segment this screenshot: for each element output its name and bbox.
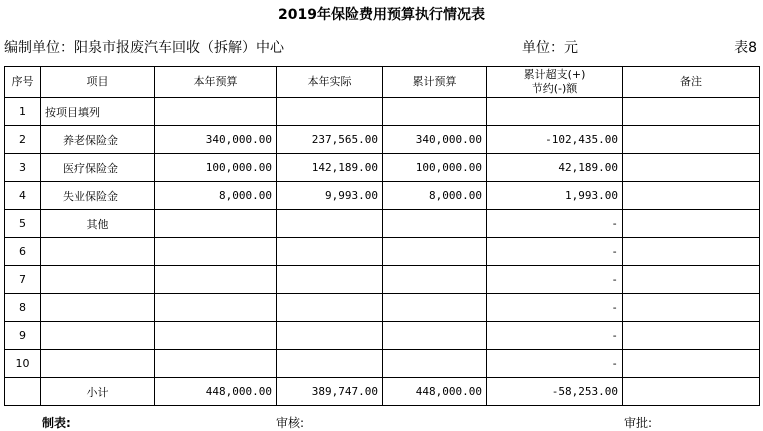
col-header-diff-line1: 累计超支(+)	[523, 68, 586, 81]
col-header-diff-line2: 节约(-)额	[531, 82, 578, 95]
row-actual	[277, 266, 383, 294]
row-remark	[623, 266, 760, 294]
row-item	[41, 294, 155, 322]
subtotal-cum-budget: 448,000.00	[383, 378, 487, 406]
row-budget	[155, 210, 277, 238]
row-budget	[155, 98, 277, 126]
row-no: 3	[5, 154, 41, 182]
row-budget: 8,000.00	[155, 182, 277, 210]
row-cum-budget	[383, 238, 487, 266]
row-remark	[623, 322, 760, 350]
currency-unit: 单位：元	[522, 40, 578, 56]
row-no: 2	[5, 126, 41, 154]
row-no: 6	[5, 238, 41, 266]
row-actual: 142,189.00	[277, 154, 383, 182]
row-remark	[623, 238, 760, 266]
row-cum-budget	[383, 266, 487, 294]
row-diff: -	[487, 350, 623, 378]
row-budget	[155, 266, 277, 294]
row-item: 失业保险金	[41, 182, 155, 210]
table-row	[5, 154, 760, 182]
row-remark	[623, 350, 760, 378]
table-row	[5, 98, 760, 126]
row-actual	[277, 322, 383, 350]
row-diff: -	[487, 294, 623, 322]
row-cum-budget	[383, 350, 487, 378]
form-number: 表8	[734, 40, 757, 56]
table-row	[5, 126, 760, 154]
row-remark	[623, 98, 760, 126]
col-header-actual: 本年实际	[277, 67, 383, 98]
row-cum-budget: 8,000.00	[383, 182, 487, 210]
row-item: 按项目填列	[41, 98, 155, 126]
row-actual: 237,565.00	[277, 126, 383, 154]
row-actual	[277, 238, 383, 266]
table-row	[5, 350, 760, 378]
table-row	[5, 294, 760, 322]
row-diff: -	[487, 210, 623, 238]
col-header-budget: 本年预算	[155, 67, 277, 98]
table-row	[5, 322, 760, 350]
subtotal-actual: 389,747.00	[277, 378, 383, 406]
row-diff	[487, 98, 623, 126]
table-header-row	[5, 67, 760, 98]
row-item	[41, 322, 155, 350]
subtotal-label: 小计	[41, 378, 155, 406]
budget-table	[4, 66, 760, 406]
row-diff: -	[487, 238, 623, 266]
table-row	[5, 210, 760, 238]
row-cum-budget: 100,000.00	[383, 154, 487, 182]
row-diff: 1,993.00	[487, 182, 623, 210]
subtotal-remark	[623, 378, 760, 406]
row-cum-budget: 340,000.00	[383, 126, 487, 154]
footer-maker: 制表:	[42, 416, 71, 430]
footer-check: 审核:	[276, 416, 305, 430]
subtotal-diff: -58,253.00	[487, 378, 623, 406]
row-no: 8	[5, 294, 41, 322]
row-remark	[623, 294, 760, 322]
row-actual	[277, 350, 383, 378]
row-actual	[277, 210, 383, 238]
row-no: 4	[5, 182, 41, 210]
row-cum-budget	[383, 98, 487, 126]
subtotal-no	[5, 378, 41, 406]
row-remark	[623, 154, 760, 182]
row-remark	[623, 182, 760, 210]
table-row	[5, 266, 760, 294]
row-item	[41, 238, 155, 266]
row-diff: -102,435.00	[487, 126, 623, 154]
col-header-item: 项目	[41, 67, 155, 98]
row-no: 5	[5, 210, 41, 238]
row-no: 7	[5, 266, 41, 294]
col-header-no: 序号	[5, 67, 41, 98]
row-budget	[155, 238, 277, 266]
row-diff: -	[487, 266, 623, 294]
row-budget: 100,000.00	[155, 154, 277, 182]
row-no: 10	[5, 350, 41, 378]
row-diff: 42,189.00	[487, 154, 623, 182]
row-remark	[623, 210, 760, 238]
footer-approve: 审批:	[624, 416, 653, 430]
report-title: 2019年保险费用预算执行情况表	[278, 7, 485, 23]
table-row	[5, 238, 760, 266]
subtotal-row	[5, 378, 760, 406]
row-item	[41, 350, 155, 378]
row-cum-budget	[383, 210, 487, 238]
row-no: 1	[5, 98, 41, 126]
row-actual	[277, 98, 383, 126]
row-budget	[155, 294, 277, 322]
row-no: 9	[5, 322, 41, 350]
row-actual: 9,993.00	[277, 182, 383, 210]
row-budget	[155, 350, 277, 378]
row-item	[41, 266, 155, 294]
row-item: 养老保险金	[41, 126, 155, 154]
row-cum-budget	[383, 294, 487, 322]
row-cum-budget	[383, 322, 487, 350]
table-row	[5, 182, 760, 210]
col-header-cum-budget: 累计预算	[383, 67, 487, 98]
row-item: 医疗保险金	[41, 154, 155, 182]
row-budget: 340,000.00	[155, 126, 277, 154]
row-actual	[277, 294, 383, 322]
col-header-remark: 备注	[623, 67, 760, 98]
col-header-diff	[487, 67, 623, 98]
row-budget	[155, 322, 277, 350]
row-diff: -	[487, 322, 623, 350]
row-item: 其他	[41, 210, 155, 238]
compiling-unit: 编制单位：阳泉市报废汽车回收（拆解）中心	[4, 40, 284, 56]
subtotal-budget: 448,000.00	[155, 378, 277, 406]
row-remark	[623, 126, 760, 154]
